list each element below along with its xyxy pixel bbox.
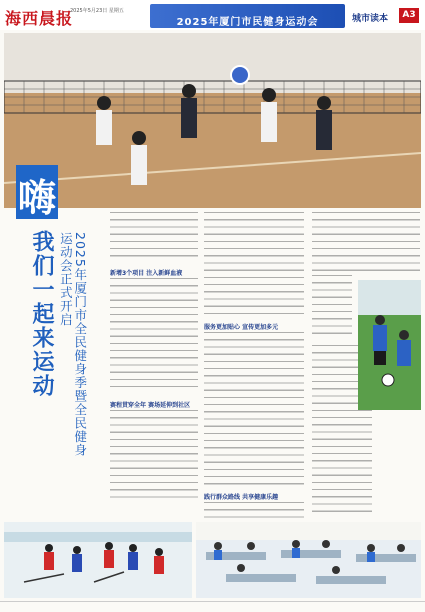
banner-title: 2025年厦门市民健身运动会 — [176, 17, 319, 28]
page-footer — [0, 601, 425, 612]
hockey-photo — [4, 522, 192, 598]
event-banner — [150, 4, 345, 28]
section-label: 城市读本 — [352, 14, 389, 24]
page-code: A3 — [399, 8, 419, 23]
headline-subtitle: 2025年厦门市全民健身季暨全民健身运动会正式开启 — [58, 232, 88, 457]
football-photo — [358, 280, 421, 410]
text-column — [312, 275, 352, 335]
headline-big-char: 嗨 — [17, 176, 56, 220]
masthead: 海西晨报 — [5, 9, 74, 28]
subhead: 服务更加贴心 宣传更加多元 — [204, 324, 279, 331]
text-column — [204, 502, 304, 518]
text-column — [110, 410, 198, 502]
subhead: 践行群众路线 共享健康乐趣 — [204, 494, 279, 501]
issue-date: 2025年5月23日 星期五 — [70, 8, 124, 14]
text-column — [110, 212, 198, 262]
subhead: 新增3个项目 注入新鲜血液 — [110, 270, 183, 277]
text-column — [204, 212, 304, 317]
headline-title: 我们一起来运动 — [29, 230, 54, 398]
text-column — [204, 332, 304, 487]
volleyball-photo — [4, 33, 421, 208]
subhead: 赛程贯穿全年 赛场延伸到社区 — [110, 402, 191, 409]
text-column — [110, 278, 198, 393]
chess-photo — [196, 522, 421, 598]
text-column — [312, 212, 420, 272]
